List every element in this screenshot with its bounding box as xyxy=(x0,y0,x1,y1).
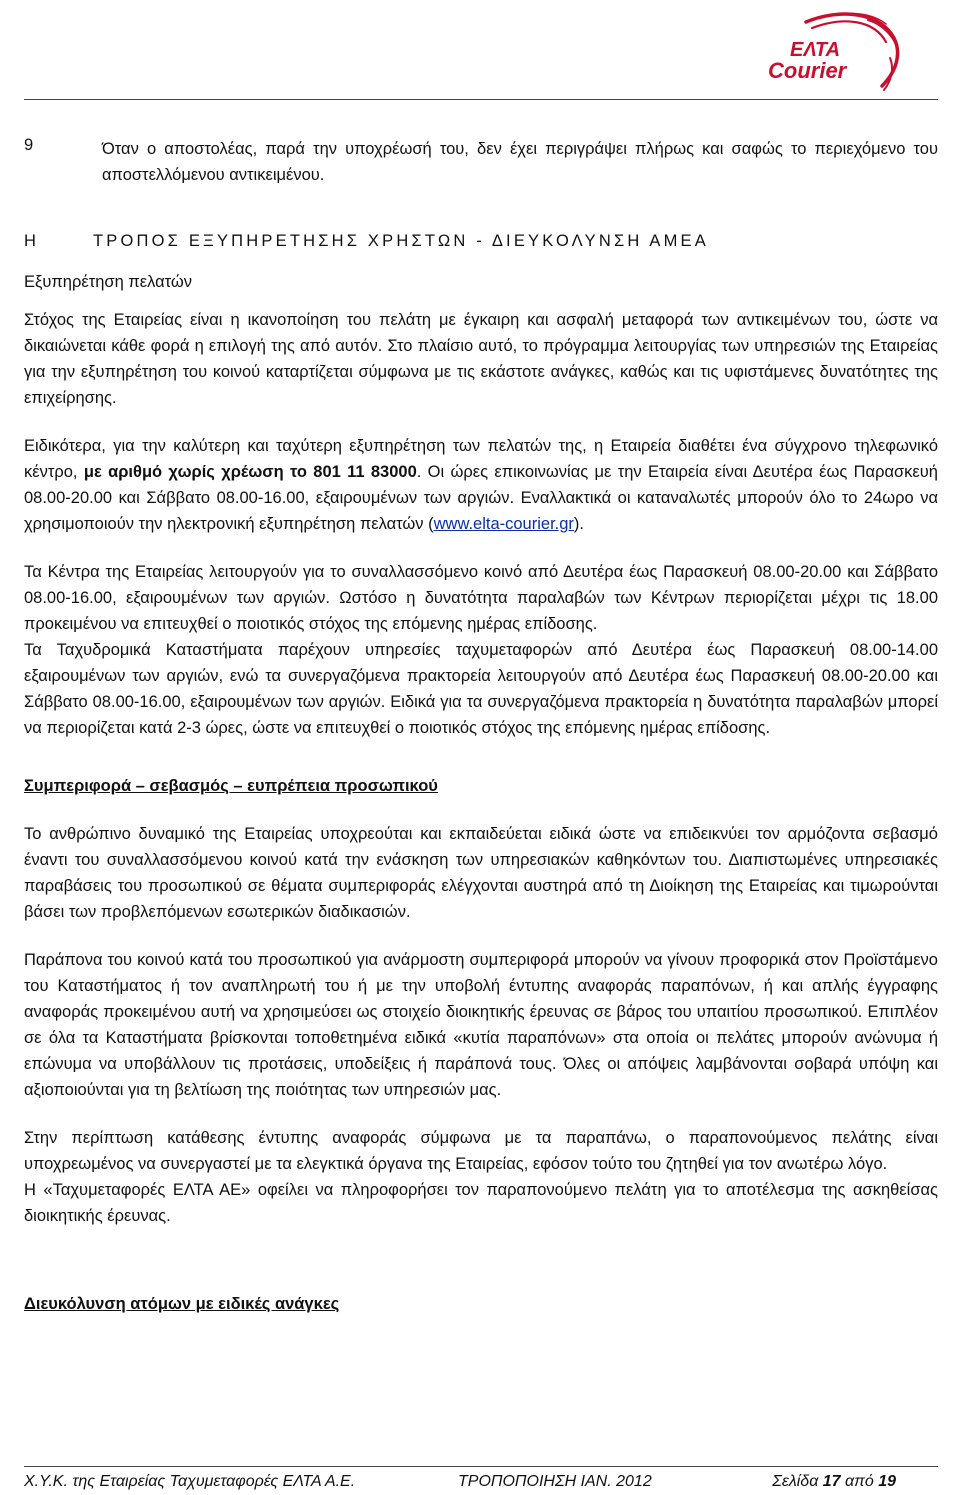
page-total: 19 xyxy=(878,1473,896,1490)
paragraph-staff-training: Το ανθρώπινο δυναμικό της Εταιρείας υποχρεούται και εκπαιδεύεται ειδικά ώστε να επιδεικνύει τον αρμόζοντα σεβασμό έναντι του συναλλασσόμενου κοινού κατά την ενάσκηση των υπηρεσιακών καθηκόντων του. Διαπιστωμένες υπηρεσιακές παραβάσεις του προσωπικού σε θέματα συμπεριφοράς ελέγχονται αυστηρά από τη Διοίκηση της Εταιρείας και τιμωρούνται βάσει των προβλεπόμενων εσωτερικών διαδικασιών. xyxy=(24,825,938,921)
page-content xyxy=(24,136,938,1317)
behaviour-heading: Συμπεριφορά – σεβασμός – ευπρέπεια προσωπικού xyxy=(24,777,438,795)
page-current: 17 xyxy=(822,1473,841,1490)
call-center-text: Ειδικότερα, για την καλύτερη και ταχύτερη εξυπηρέτηση των πελατών της, η Εταιρεία διαθέτει ένα σύγχρονο τηλεφωνικό κέντρο, xyxy=(24,437,938,481)
footer-revision: ΤΡΟΠΟΠΟΙΗΣΗ ΙΑΝ. 2012 xyxy=(458,1473,652,1490)
footer-page-number xyxy=(772,1470,896,1494)
item-text: Όταν ο αποστολέας, παρά την υποχρέωσή του, δεν έχει περιγράψει πλήρως και σαφώς το περιεχόμενο του αποστελλόμενου αντικειμένου. xyxy=(102,140,938,184)
page-of: από xyxy=(840,1473,879,1490)
svg-text:Courier: Courier xyxy=(768,58,847,83)
elta-courier-logo-icon xyxy=(748,6,908,98)
website-link[interactable]: www.elta-courier.gr xyxy=(433,515,574,533)
paragraph-end: ). xyxy=(573,515,585,533)
footer-divider xyxy=(24,1466,938,1467)
section-letter: Η xyxy=(24,232,36,250)
contact-hours-text: . Οι ώρες επικοινωνίας με την Εταιρεία είναι Δευτέρα έως Παρασκευή 08.00-20.00 και Σάββατο 08.00-16.00, εξαιρουμένων των αργιών. Εναλλακτικά οι καταναλωτές μπορούν όλο το 24ωρο να χρησιμοποιούν την ηλεκτρονική εξυπηρέτηση πελατών ( xyxy=(24,463,938,533)
item-number: 9 xyxy=(24,136,34,154)
paragraph-post-offices: Τα Ταχυδρομικά Καταστήματα παρέχουν υπηρεσίες ταχυμεταφορών από Δευτέρα έως Παρασκευή 08.00-14.00 εξαιρουμένων των αργιών, ενώ τα συνεργαζόμενα πρακτορεία λειτουργούν από Δευτέρα έως Παρασκευή 08.00-20.00 και Σάββατο 08.00-16.00, εξαιρουμένων των αργιών. Ειδικά για τα συνεργαζόμενα πρακτορεία η δυνατότητα παραλαβών μπορεί να περιορίζεται κατά 2-3 ώρες, ώστε να επιτευχθεί ο ποιοτικός στόχος της επόμενης ημέρας επίδοσης. xyxy=(24,641,938,737)
paragraph-goal: Στόχος της Εταιρείας είναι η ικανοποίηση του πελάτη με έγκαιρη και ασφαλή μεταφορά των αντικειμένων του, ώστε να δικαιώνεται κάθε φορά η επιλογή της από αυτόν. Στο πλαίσιο αυτό, το πρόγραμμα λειτουργίας των υπηρεσιών της Εταιρείας για την εξυπηρέτηση του κοινού καταρτίζεται σύμφωνα με τις εκάστοτε ανάγκες, καθώς και τις υφιστάμενες δυνατότητες της επιχείρησης. xyxy=(24,311,938,407)
paragraph-centers-hours: Τα Κέντρα της Εταιρείας λειτουργούν για το συναλλασσόμενο κοινό από Δευτέρα έως Παρασκευή 08.00-20.00 και Σάββατο 08.00-16.00, εξαιρουμένων των αργιών. Ωστόσο η δυνατότητα παραλαβών των Κέντρων περιορίζεται μέχρι τις 18.00 προκειμένου να επιτευχθεί ο ποιοτικός στόχος της επόμενης ημέρας επίδοσης. xyxy=(24,563,938,633)
section-heading xyxy=(24,232,938,251)
toll-free-number: με αριθμό χωρίς χρέωση το 801 11 83000 xyxy=(83,463,417,481)
elta-courier-logo xyxy=(748,6,908,98)
paragraph-complaints: Παράπονα του κοινού κατά του προσωπικού για ανάρμοστη συμπεριφορά μπορούν να γίνουν προφορικά στον Προϊστάμενο του Καταστήματος ή τον αναπληρωτή του ή με την υποβολή έντυπης αναφοράς παραπόνων, ή και απλής έγγραφης αναφοράς προκειμένου αυτή να χρησιμεύσει ως στοιχείο διοικητικής έρευνας σε βάρος του υπαιτίου προσωπικού. Επιπλέον σε όλα τα Καταστήματα βρίσκονται τοποθετημένα ειδικά «κυτία παραπόνων» στα οποία οι πελάτες μπορούν ανώνυμα ή επώνυμα να υποβάλλουν τις προτάσεις, υποδείξεις ή παράπονά τους. Όλες οι απόψεις λαμβάνονται σοβαρά υπόψη και αξιοποιούνται για τη βελτίωση της ποιότητας των υπηρεσιών μας. xyxy=(24,951,938,1099)
customer-service-subtitle: Εξυπηρέτηση πελατών xyxy=(24,273,193,291)
paragraph-cooperation: Στην περίπτωση κατάθεσης έντυπης αναφοράς σύμφωνα με τα παραπάνω, ο παραπονούμενος πελάτης είναι υποχρεωμένος να συνεργαστεί με τα ελεγκτικά όργανα της Εταιρείας, εφόσον τούτο του ζητηθεί για τον ανωτέρω λόγο. xyxy=(24,1129,938,1173)
footer-document-title: Χ.Υ.Κ. της Εταιρείας Ταχυμεταφορές ΕΛΤΑ Α.Ε. xyxy=(24,1473,356,1490)
section-title: ΤΡΟΠΟΣ ΕΞΥΠΗΡΕΤΗΣΗΣ ΧΡΗΣΤΩΝ - ΔΙΕΥΚΟΛΥΝΣΗ ΑΜΕΑ xyxy=(93,232,709,250)
header-divider xyxy=(24,99,938,100)
paragraph-call-center xyxy=(24,433,938,537)
list-item-9 xyxy=(24,136,938,188)
svg-text:ΕΛΤΑ: ΕΛΤΑ xyxy=(790,39,841,61)
paragraph-investigation-result: Η «Ταχυμεταφορές ΕΛΤΑ ΑΕ» οφείλει να πληροφορήσει τον παραπονούμενο πελάτη για το αποτέλεσμα της ασκηθείσας διοικητικής έρευνας. xyxy=(24,1181,938,1225)
special-needs-heading: Διευκόλυνση ατόμων με ειδικές ανάγκες xyxy=(24,1295,340,1313)
page-label: Σελίδα xyxy=(772,1473,823,1490)
